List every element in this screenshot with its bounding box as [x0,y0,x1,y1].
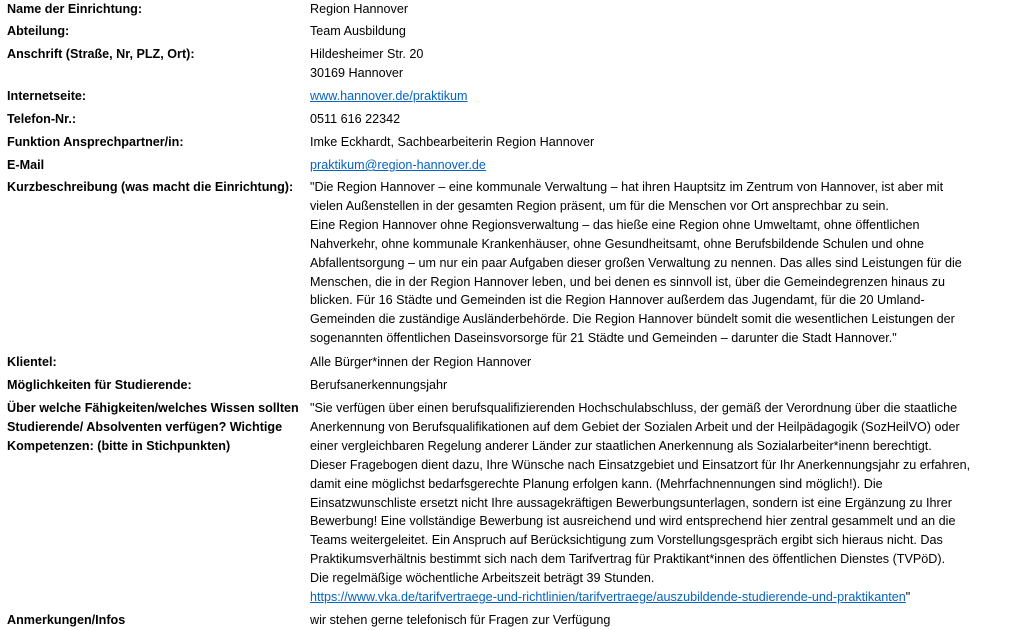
contact-value: Imke Eckhardt, Sachbearbeiterin Region Hannover [310,135,595,149]
opportunities-value: Berufsanerkennungsjahr [310,378,448,392]
skills-label: Über welche Fähigkeiten/welches Wissen sollten Studierende/ Absolventen verfügen? Wichtige Kompetenzen: (bitte in Stichpunkten) [7,401,299,453]
description-line: Abfallentsorgung – um nur ein paar Aufgaben dieser großen Verwaltung zu nennen. Das alles sind Leistungen für die [310,255,962,270]
department-value: Team Ausbildung [310,24,406,38]
tarif-link[interactable]: https://www.vka.de/tarifvertraege-und-richtlinien/tarifvertraege/auszubildende-studierende-und-praktikanten [310,590,906,605]
skills-line: Dieser Fragebogen dient dazu, Ihre Wünsche nach Einsatzgebiet und Einsatzort für Ihr Anerkennungsjahr zu erfahren, [310,457,971,472]
skills-line: Bewerbung! Eine vollständige Bewerbung ist ausreichend und wird entsprechend hier zentral gesammelt und an die [310,514,956,529]
description-label: Kurzbeschreibung (was macht die Einrichtung): [7,180,294,194]
notes-value: wir stehen gerne telefonisch für Fragen zur Verfügung [310,613,611,627]
address-label: Anschrift (Straße, Nr, PLZ, Ort): [7,47,195,61]
skills-value [310,399,1020,607]
skills-line: Die regelmäßige wöchentliche Arbeitszeit beträgt 39 Stunden. [310,571,655,586]
description-line: vielen Außenstellen in der gesamten Region präsent, um für die Menschen vor Ort ansprechbar zu sein. [310,198,889,213]
skills-line: Praktikumsverhältnis bestimmt sich nach dem Tarifvertrag für Praktikant*innen des öffentlichen Dienstes (TVPöD). [310,552,946,567]
skills-line: "Sie verfügen über einen berufsqualifizierenden Hochschulabschluss, der gemäß der Verordnung über die staatliche [310,401,958,415]
website-link[interactable]: www.hannover.de/praktikum [310,89,468,103]
description-line: "Die Region Hannover – eine kommunale Verwaltung – hat ihren Hauptsitz im Zentrum von Hannover, ist aber mit [310,180,944,194]
skills-line: einer vergleichbaren Regelung anderer Länder zur staatlichen Anerkennung als Sozialarbeiter*inenn berechtigt. [310,438,932,453]
description-line: Eine Region Hannover ohne Regionsverwaltung – das hieße eine Region ohne Umweltamt, ohne öffentlichen [310,217,920,232]
contact-label: Funktion Ansprechpartner/in: [7,135,184,149]
opportunities-label: Möglichkeiten für Studierende: [7,378,192,392]
description-line: Menschen, die in der Region Hannover leben, und bei denen es sinnvoll ist, über die Gemeindegrenzen hinaus zu [310,274,945,289]
phone-label: Telefon-Nr.: [7,112,77,126]
name-value: Region Hannover [310,2,409,16]
description-line: Gemeinden die zuständige Ausländerbehörde. Die Region Hannover bündelt somit die wesentlichen Leistungen der [310,312,955,327]
email-link[interactable]: praktikum@region-hannover.de [310,158,486,172]
skills-link-line [310,588,1020,607]
address-city: 30169 Hannover [310,65,404,80]
department-label: Abteilung: [7,24,70,38]
name-label: Name der Einrichtung: [7,2,143,16]
notes-label: Anmerkungen/Infos [7,613,126,627]
skills-line: Einsatzwunschliste ersetzt nicht Ihre aussagekräftigen Bewerbungsunterlagen, sondern ist eine Ergänzung zu Ihrer [310,495,952,510]
description-line: Nahverkehr, ohne kommunale Krankenhäuser, ohne Gesundheitsamt, ohne Berufsbildende Schulen und ohne [310,236,925,251]
skills-line: Teams weitergeleitet. Ein Anspruch auf Berücksichtigung zum Vorstellungsgespräch ergibt sich hieraus nicht. Das [310,533,943,548]
clientele-label: Klientel: [7,355,57,369]
skills-closing-quote: " [905,590,911,605]
phone-value: 0511 616 22342 [310,112,401,126]
description-value [310,178,1020,348]
description-line: sogenannten öffentlichen Daseinsvorsorge für 21 Städte und Gemeinden – darunter die Stadt Hannover." [310,331,897,346]
email-label: E-Mail [7,158,45,172]
website-label: Internetseite: [7,89,87,103]
skills-line: damit eine möglichst bedarfsgerechte Planung erfolgen kann. (Mehrfachnennungen sind möglich!). Die [310,476,883,491]
skills-line: Anerkennung von Berufsqualifikationen auf dem Gebiet der Sozialen Arbeit und der Heilpädagogik (SozHeilVO) oder [310,419,960,434]
address-street: Hildesheimer Str. 20 [310,47,424,61]
description-line: blicken. Für 16 Städte und Gemeinden ist die Region Hannover außerdem das Jugendamt, für die 20 Umland- [310,293,925,308]
address-value [310,45,1020,83]
clientele-value: Alle Bürger*innen der Region Hannover [310,355,532,369]
email-value [310,156,1020,175]
website-value [310,87,1020,106]
